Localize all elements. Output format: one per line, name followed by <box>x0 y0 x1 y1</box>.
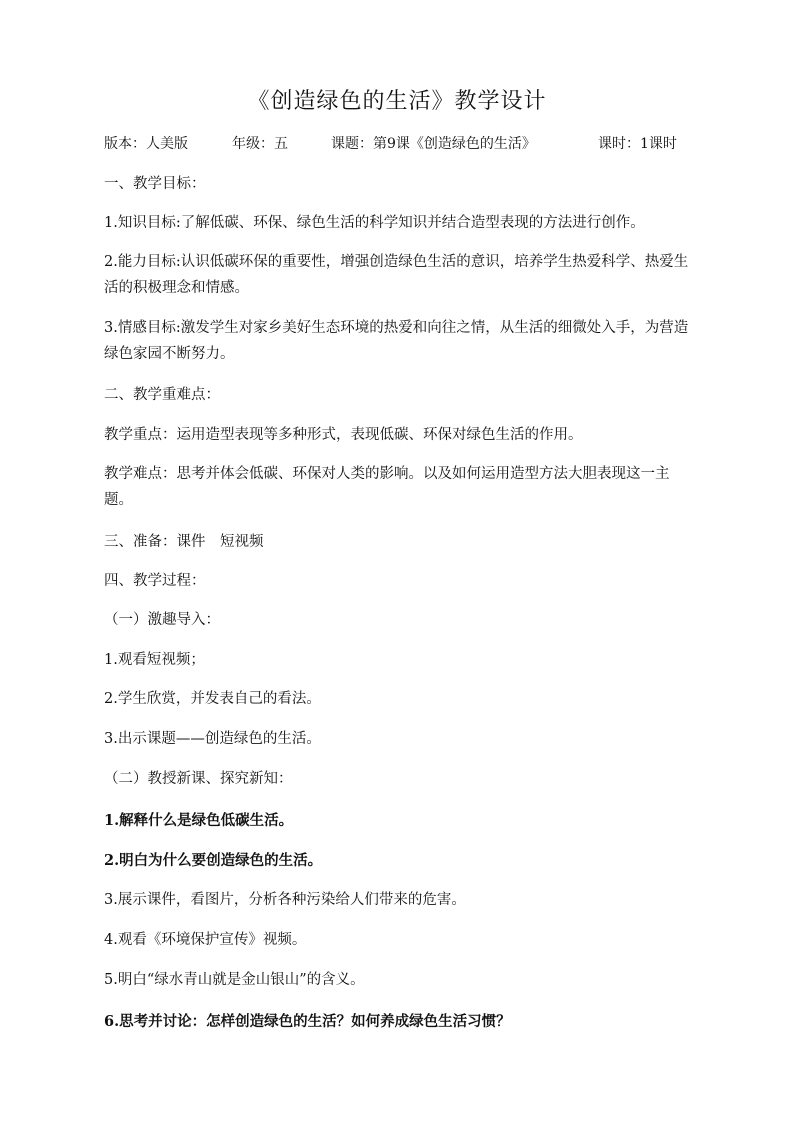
preparation: 三、准备：课件 短视频 <box>104 534 264 550</box>
part2-item-3: 3.展示课件，看图片，分析各种污染给人们带来的危害。 <box>104 892 466 908</box>
part2-item-5: 5.明白“绿水青山就是金山银山”的含义。 <box>104 972 365 988</box>
part2-item-2: 2.明白为什么要创造绿色的生活。 <box>104 852 323 869</box>
part1-heading: （一）激趣导入： <box>104 612 220 628</box>
part1-item-2: 2.学生欣赏，并发表自己的看法。 <box>104 691 321 707</box>
part2-item-6: 6.思考并讨论：怎样创造绿色的生活？如何养成绿色生活习惯？ <box>104 1013 511 1030</box>
part1-item-3: 3.出示课题——创造绿色的生活。 <box>104 731 321 747</box>
key-point: 教学重点：运用造型表现等多种形式，表现低碳、环保对绿色生活的作用。 <box>104 427 583 443</box>
process-heading: 四、教学过程： <box>104 573 206 589</box>
meta-version: 版本：人美版 <box>104 136 188 152</box>
part2-item-4: 4.观看《环境保护宣传》视频。 <box>104 932 307 948</box>
goal-knowledge: 1.知识目标:了解低碳、环保、绿色生活的科学知识并结合造型表现的方法进行创作。 <box>104 215 645 231</box>
meta-lesson: 课题：第9课《创造绿色的生活》 <box>331 136 536 152</box>
meta-hours: 课时：1课时 <box>598 136 677 152</box>
part2-heading: （二）教授新课、探究新知： <box>104 771 293 787</box>
difficulty-point: 教学难点：思考并体会低碳、环保对人类的影响。以及如何运用造型方法大胆表现这一主题。 <box>104 466 670 508</box>
part2-item-1: 1.解释什么是绿色低碳生活。 <box>104 812 294 829</box>
meta-grade: 年级：五 <box>232 136 288 152</box>
document-title: 《创造绿色的生活》教学设计 <box>247 89 547 114</box>
part1-item-1: 1.观看短视频； <box>104 652 205 668</box>
key-heading: 二、教学重难点： <box>104 387 220 403</box>
goals-heading: 一、教学目标： <box>104 176 206 192</box>
goal-ability: 2.能力目标:认识低碳环保的重要性，增强创造绿色生活的意识，培养学生热爱科学、热爱生活的积极理念和情感。 <box>104 254 689 296</box>
goal-emotion: 3.情感目标:激发学生对家乡美好生态环境的热爱和向往之情，从生活的细微处入手，为营造绿色家园不断努力。 <box>104 320 689 362</box>
